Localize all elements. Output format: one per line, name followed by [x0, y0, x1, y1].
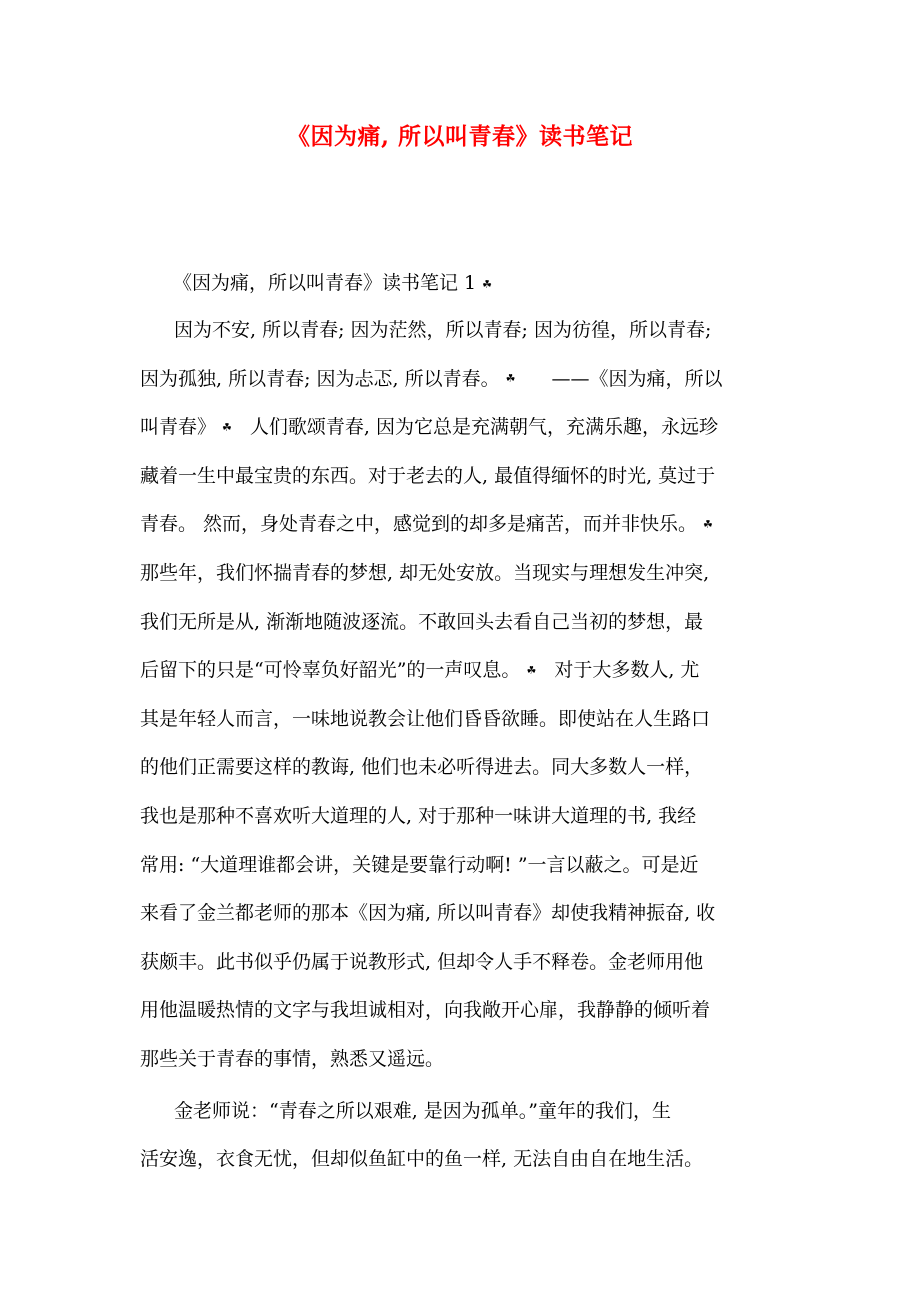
text-line-segment: 叫青春》 — [140, 416, 217, 439]
text-line: 我也是那种不喜欢听大道理的人, 对于那种一味讲大道理的书, 我经 — [140, 804, 697, 827]
text-line: 其是年轻人而言，一味地说教会让他们昏昏欲睡。即使站在人生路口 — [140, 707, 711, 730]
text-line-segment: ——《因为痛，所以 — [551, 367, 723, 390]
text-line-segment: 对于大多数人, 尤 — [554, 659, 700, 682]
paragraph-mark-icon: ☘ — [526, 663, 537, 677]
text-line-segment: 人们歌颂青春, 因为它总是充满朝气，充满乐趣，永远珍 — [249, 416, 718, 439]
body-text — [140, 306, 788, 1184]
text-line: 常用: “大道理谁都会讲，关键是要靠行动啊! ”一言以蔽之。可是近 — [140, 853, 699, 876]
text-line: 我们无所是从, 渐渐地随波逐流。不敢回头去看自己当初的梦想，最 — [140, 610, 704, 633]
section-heading — [173, 268, 492, 295]
text-line: 获颇丰。此书似乎仍属于说教形式, 但却令人手不释卷。金老师用他 — [140, 950, 704, 973]
text-line-segment: 青春。 然而，身处青春之中，感觉到的却多是痛苦，而并非快乐。 — [140, 513, 698, 536]
text-line-segment: 后留下的只是“可怜辜负好韶光”的一声叹息。 — [140, 659, 521, 682]
text-line: 用他温暖热情的文字与我坦诚相对，向我敞开心扉，我静静的倾听着 — [140, 999, 711, 1022]
text-line-segment: 因为孤独, 所以青春; 因为忐忑, 所以青春。 — [140, 367, 500, 390]
paragraph-mark-icon: ☘ — [703, 518, 713, 532]
text-line: 金老师说：“青春之所以艰难, 是因为孤单。”童年的我们，生 — [174, 1099, 672, 1122]
text-line — [140, 355, 788, 404]
text-line: 活安逸，衣食无忧，但却似鱼缸中的鱼一样, 无法自由自在地生活。 — [140, 1148, 704, 1171]
text-line: 那些关于青春的事情，熟悉又遥远。 — [140, 1047, 445, 1070]
text-line: 来看了金兰都老师的那本《因为痛, 所以叫青春》却使我精神振奋, 收 — [140, 902, 716, 925]
text-line — [140, 646, 788, 695]
text-line: 的他们正需要这样的教诲, 他们也未必听得进去。同大多数人一样， — [140, 756, 704, 779]
text-line: 那些年，我们怀揣青春的梦想, 却无处安放。当现实与理想发生冲突, — [140, 561, 710, 584]
text-line: 藏着一生中最宝贵的东西。对于老去的人, 最值得缅怀的时光, 莫过于 — [140, 464, 716, 487]
paragraph-mark-icon: ☘ — [222, 420, 232, 434]
text-line — [140, 403, 788, 452]
text-line — [140, 500, 788, 549]
paragraph-mark-icon: ☘ — [482, 277, 493, 291]
paragraph-mark-icon: ☘ — [505, 372, 516, 386]
section-heading-text: 《因为痛，所以叫青春》读书笔记 1 — [173, 272, 477, 294]
text-line: 因为不安, 所以青春; 因为茫然，所以青春; 因为彷徨，所以青春; — [174, 319, 712, 341]
document-title: 《因为痛, 所以叫青春》读书笔记 — [286, 123, 633, 150]
